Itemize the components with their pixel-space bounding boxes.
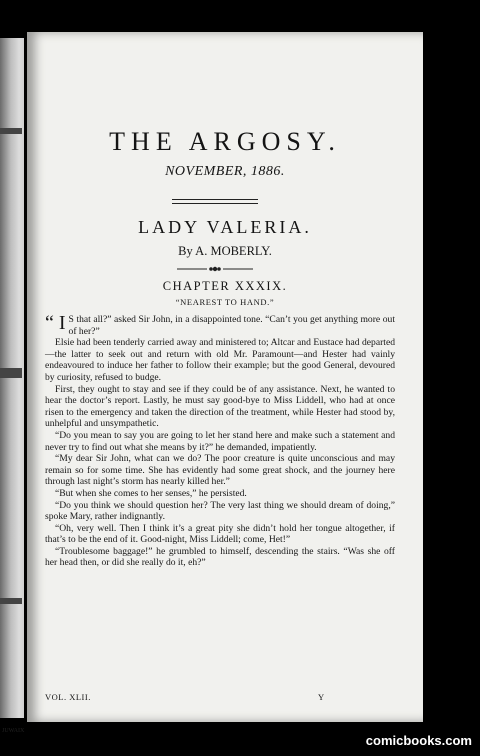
ornament-divider (177, 265, 253, 273)
paragraph: “Troublesome baggage!” he grumbled to himself, descending the stairs. “Was she off her head then, or did she really do it, eh?” (45, 545, 395, 569)
magazine-title: THE ARGOSY. (109, 127, 341, 156)
paragraph: “My dear Sir John, what can we do? The poor creature is quite unconscious and may remain so for some time. She has evidently had some great shock, and the journey here through last night’s storm has nearly killed her.” (45, 453, 395, 488)
double-rule-divider (172, 199, 258, 204)
paragraph: “Do you think we should question her? The very last thing we should dream of doing,” spoke Mary, rather indignantly. (45, 499, 395, 523)
chapter-subtitle: “NEAREST TO HAND.” (175, 297, 275, 307)
paragraph: “Do you mean to say you are going to let her stand here and make such a statement and never try to find out what she means by it?” he demanded, impatiently. (45, 429, 395, 453)
footer-volume: VOL. XLII. (45, 692, 91, 702)
footer-signature: Y (318, 692, 325, 702)
author-byline: By A. MOBERLY. (178, 244, 272, 258)
story-title: LADY VALERIA. (138, 217, 312, 237)
issue-date: NOVEMBER, 1886. (165, 164, 285, 179)
paragraph: “ I S that all?” asked Sir John, in a disappointed tone. “Can’t you get anything more out of her?” (45, 312, 395, 337)
magazine-page (27, 32, 423, 722)
watermark: comicbooks.com (365, 733, 472, 748)
paragraph: First, they ought to stay and see if they could be of any assistance. Next, he wanted to hear the doctor’s report. Lastly, he must say good-bye to Miss Liddell, who had at once risen to the emergency and taken the direction of the treatment, while Hester had stood by, unhelpful and unsympathetic. (45, 383, 395, 430)
previous-page-edge (0, 38, 25, 734)
paragraph: “But when she comes to her senses,” he persisted. (55, 487, 247, 499)
paragraph: “Oh, very well. Then I think it’s a great pity she didn’t hold her tongue altogether, if that’s to be the end of it. Good-night, Miss Liddell; come, Het!” (45, 522, 395, 546)
body-text (45, 314, 395, 569)
chapter-heading: CHAPTER XXXIX. (162, 279, 288, 293)
paragraph: Elsie had been tenderly carried away and ministered to; Altcar and Eustace had departed—the latter to seek out and return with old Mr. Paramount—and Hester had vainly endeavoured to induce her father to follow their example; but the good General, devoured by curiosity, refused to budge. (45, 337, 395, 383)
drop-cap: “ I (45, 312, 66, 334)
previous-page-footer: JUWAIX (2, 728, 25, 734)
